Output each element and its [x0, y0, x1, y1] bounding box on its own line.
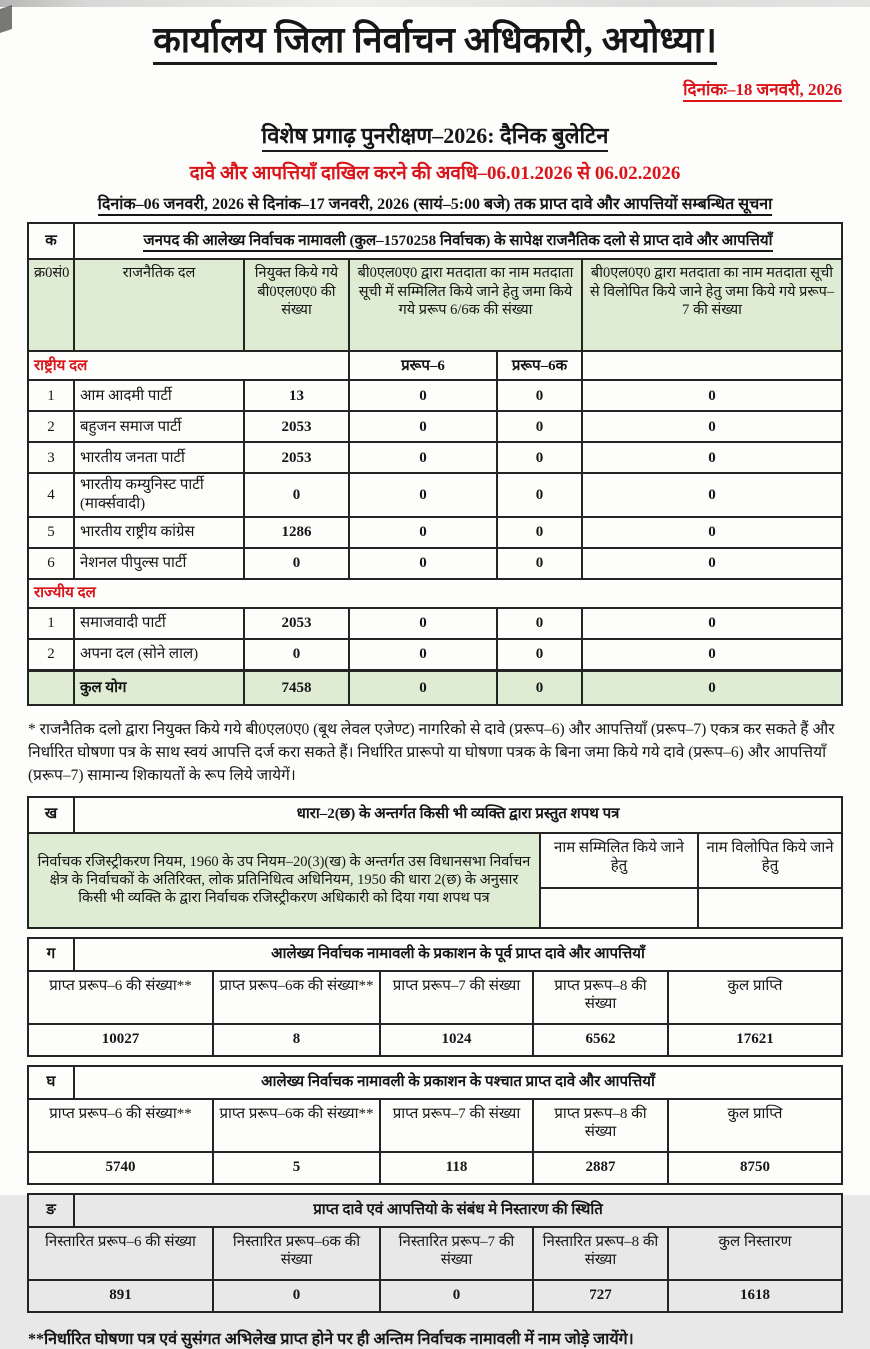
section-e-letter: ङ	[28, 1194, 74, 1227]
col-header-bla: नियुक्त किये गये बी0एल0ए0 की संख्या	[244, 259, 349, 351]
total-received-value: 17621	[668, 1024, 842, 1056]
scan-artifact-corner-mark	[0, 5, 12, 33]
bla-count-cell: 2053	[244, 442, 349, 473]
party-name-cell: समाजवादी पार्टी	[74, 608, 244, 639]
state-parties-label: राज्यीय दल	[28, 579, 842, 608]
serial-cell: 1	[28, 608, 74, 639]
table-row	[28, 380, 842, 411]
form6-cell: 0	[349, 411, 497, 442]
form7-disposed-value: 0	[380, 1280, 533, 1312]
total-bla-cell: 7458	[244, 670, 349, 705]
table-row	[28, 411, 842, 442]
total-row	[28, 670, 842, 705]
section-a-column-headers	[28, 259, 842, 351]
section-e-column-headers	[28, 1227, 842, 1280]
col-header-name-include: नाम सम्मिलित किये जाने हेतु	[540, 833, 698, 888]
serial-cell: 2	[28, 639, 74, 671]
party-name-cell: नेशनल पीपुल्स पार्टी	[74, 548, 244, 579]
name-include-value-cell	[540, 888, 698, 928]
form6-cell: 0	[349, 639, 497, 671]
form7-cell: 0	[582, 473, 842, 517]
date-line-text: दिनांकः–18 जनवरी, 2026	[683, 80, 842, 102]
form7-cell: 0	[582, 442, 842, 473]
form6-sublabel: प्ररूप–6	[349, 351, 497, 380]
section-a-title: जनपद की आलेख्य निर्वाचक नामावली (कुल–1570258 निर्वाचक) के सापेक्ष राजनैतिक दलो से प्राप्त दावे और आपत्तियाँ	[74, 223, 842, 259]
info-line-text: दिनांक–06 जनवरी, 2026 से दिनांक–17 जनवरी, 2026 (सायं–5:00 बजे) तक प्राप्त दावे और आपत्तियों सम्बन्धित सूचना	[98, 196, 773, 216]
col-header-form6-received: प्राप्त प्ररूप–6 की संख्या**	[28, 971, 213, 1024]
table-row	[28, 473, 842, 517]
col-header-form6-received: प्राप्त प्ररूप–6 की संख्या**	[28, 1099, 213, 1152]
total-received-value: 8750	[668, 1152, 842, 1184]
section-c-header-row	[28, 938, 842, 971]
col-header-total-received: कुल प्राप्ति	[668, 1099, 842, 1152]
col-header-form6-group: बी0एल0ए0 द्वारा मतदाता का नाम मतदाता सूची में सम्मिलित किये जाने हेतु जमा किये गये प्ररूप 6/6क की संख्या	[349, 259, 582, 351]
bla-count-cell: 0	[244, 639, 349, 671]
name-delete-value-cell	[698, 888, 842, 928]
form7-received-value: 1024	[380, 1024, 533, 1056]
section-d-header-row	[28, 1066, 842, 1099]
form6k-cell: 0	[497, 548, 582, 579]
section-d-title: आलेख्य निर्वाचक नामावली के प्रकाशन के पश्चात प्राप्त दावे और आपत्तियाँ	[74, 1066, 842, 1099]
document-title-text: कार्यालय जिला निर्वाचन अधिकारी, अयोध्या।	[153, 20, 717, 65]
form6-cell: 0	[349, 517, 497, 548]
col-header-party: राजनैतिक दल	[74, 259, 244, 351]
section-c-letter: ग	[28, 938, 74, 971]
total-label: कुल योग	[74, 670, 244, 705]
form7-cell: 0	[582, 548, 842, 579]
table-row	[28, 442, 842, 473]
form6-disposed-value: 891	[28, 1280, 213, 1312]
bla-count-cell: 2053	[244, 411, 349, 442]
form6k-cell: 0	[497, 411, 582, 442]
section-e-title: प्राप्त दावे एवं आपत्तियो के संबंध मे निस्तारण की स्थिति	[74, 1194, 842, 1227]
section-e-header-row	[28, 1194, 842, 1227]
form7-cell: 0	[582, 411, 842, 442]
form6-cell: 0	[349, 473, 497, 517]
section-d-letter: घ	[28, 1066, 74, 1099]
col-header-form6-disposed: निस्तारित प्ररूप–6 की संख्या	[28, 1227, 213, 1280]
form7-cell: 0	[582, 639, 842, 671]
form6-received-value: 10027	[28, 1024, 213, 1056]
form6-cell: 0	[349, 548, 497, 579]
col-header-total-received: कुल प्राप्ति	[668, 971, 842, 1024]
section-e-table	[27, 1193, 843, 1313]
footnote-double-star: **निर्धारित घोषणा पत्र एवं सुसंगत अभिलेख प्राप्त होने पर ही अन्तिम निर्वाचक नामावली में नाम जोड़े जायेंगे।	[28, 1330, 634, 1348]
table-row	[28, 517, 842, 548]
total-disposed-value: 1618	[668, 1280, 842, 1312]
section-d-column-headers	[28, 1099, 842, 1152]
section-b-table	[27, 796, 843, 929]
col-header-form8-disposed: निस्तारित प्ररूप–8 की संख्या	[533, 1227, 668, 1280]
form7-cell: 0	[582, 517, 842, 548]
document-title	[0, 0, 870, 61]
form8-disposed-value: 727	[533, 1280, 668, 1312]
serial-cell: 3	[28, 442, 74, 473]
section-b-body-text: निर्वाचक रजिस्ट्रीकरण नियम, 1960 के उप नियम–20(3)(ख) के अन्तर्गत उस विधानसभा निर्वाचन क्षेत्र के निर्वाचकों के अतिरिक्त, लोक प्रतिनिधित्व अधिनियम, 1950 की धारा 2(छ) के अनुसार किसी भी व्यक्ति के द्वारा निर्वाचक रजिस्ट्रीकरण अधिकारी को दिया गया शपथ पत्र	[28, 833, 540, 928]
form6-cell: 0	[349, 380, 497, 411]
form6k-sublabel: प्ररूप–6क	[497, 351, 582, 380]
form6k-cell: 0	[497, 639, 582, 671]
form6-cell: 0	[349, 608, 497, 639]
form7-cell: 0	[582, 380, 842, 411]
col-header-form6k-received: प्राप्त प्ररूप–6क की संख्या**	[213, 971, 380, 1024]
col-header-form7-received: प्राप्त प्ररूप–7 की संख्या	[380, 971, 533, 1024]
party-name-cell: भारतीय कम्युनिस्ट पार्टी (मार्क्सवादी)	[74, 473, 244, 517]
party-name-cell: अपना दल (सोने लाल)	[74, 639, 244, 671]
bla-count-cell: 0	[244, 473, 349, 517]
party-name-cell: बहुजन समाज पार्टी	[74, 411, 244, 442]
form6-cell: 0	[349, 442, 497, 473]
table-row	[28, 639, 842, 671]
form6k-cell: 0	[497, 608, 582, 639]
section-a-table	[27, 222, 843, 706]
section-c-value-row	[28, 1024, 842, 1056]
bla-count-cell: 13	[244, 380, 349, 411]
bulletin-subtitle-text: विशेष प्रगाढ़ पुनरीक्षण–2026: दैनिक बुलेटिन	[262, 123, 609, 152]
section-d-value-row	[28, 1152, 842, 1184]
col-header-total-disposed: कुल निस्तारण	[668, 1227, 842, 1280]
table-row	[28, 608, 842, 639]
national-parties-label: राष्ट्रीय दल	[28, 351, 349, 380]
col-header-form6k-received: प्राप्त प्ररूप–6क की संख्या**	[213, 1099, 380, 1152]
form8-received-value: 2887	[533, 1152, 668, 1184]
form6k-cell: 0	[497, 517, 582, 548]
party-name-cell: भारतीय राष्ट्रीय कांग्रेस	[74, 517, 244, 548]
col-header-form7-received: प्राप्त प्ररूप–7 की संख्या	[380, 1099, 533, 1152]
serial-cell: 2	[28, 411, 74, 442]
party-name-cell: आम आदमी पार्टी	[74, 380, 244, 411]
form7-received-value: 118	[380, 1152, 533, 1184]
col-header-form7-disposed: निस्तारित प्ररूप–7 की संख्या	[380, 1227, 533, 1280]
col-header-name-delete: नाम विलोपित किये जाने हेतु	[698, 833, 842, 888]
col-header-form7: बी0एल0ए0 द्वारा मतदाता का नाम मतदाता सूची से विलोपित किये जाने हेतु जमा किये गये प्ररूप–7 की संख्या	[582, 259, 842, 351]
total-form7-cell: 0	[582, 670, 842, 705]
footnote-star: * राजनैतिक दलो द्वारा नियुक्त किये गये बी0एल0ए0 (बूथ लेवल एजेण्ट) नागरिको से दावे (प्ररूप–6) और आपत्तियाँ (प्ररूप–7) एकत्र कर सकते हैं और निर्धारित घोषणा पत्र के साथ स्वयं आपत्ति दर्ज करा सकते हैं। निर्धारित प्रारूपो या घोषणा पत्रक के बिना जमा किये गये दावे (प्ररूप–6) और आपत्तियाँ (प्ररूप–7) सामान्य शिकायतों के रूप लिये जायेगें।	[28, 720, 835, 785]
section-b-title: धारा–2(छ) के अन्तर्गत किसी भी व्यक्ति द्वारा प्रस्तुत शपथ पत्र	[74, 797, 842, 833]
form6k-disposed-value: 0	[213, 1280, 380, 1312]
empty-cell	[28, 670, 74, 705]
form6k-cell: 0	[497, 442, 582, 473]
section-a-letter: क	[28, 223, 74, 259]
section-e-value-row	[28, 1280, 842, 1312]
form6k-received-value: 8	[213, 1024, 380, 1056]
claims-period-line	[0, 159, 870, 185]
total-form6k-cell: 0	[497, 670, 582, 705]
serial-cell: 6	[28, 548, 74, 579]
form7-cell: 0	[582, 608, 842, 639]
empty-cell	[582, 351, 842, 380]
bla-count-cell: 2053	[244, 608, 349, 639]
serial-cell: 1	[28, 380, 74, 411]
bulletin-subtitle	[0, 120, 870, 150]
bla-count-cell: 0	[244, 548, 349, 579]
section-c-column-headers	[28, 971, 842, 1024]
state-parties-subheader	[28, 579, 842, 608]
col-header-serial: क्र0सं0	[28, 259, 74, 351]
national-parties-subheader	[28, 351, 842, 380]
section-c-table	[27, 937, 843, 1057]
section-b-letter: ख	[28, 797, 74, 833]
section-b-header-row	[28, 797, 842, 833]
scan-artifact-top-strip	[0, 0, 870, 7]
section-b-body-row	[28, 833, 842, 888]
col-header-form8-received: प्राप्त प्ररूप–8 की संख्या	[533, 971, 668, 1024]
serial-cell: 4	[28, 473, 74, 517]
section-c-title: आलेख्य निर्वाचक नामावली के प्रकाशन के पूर्व प्राप्त दावे और आपत्तियाँ	[74, 938, 842, 971]
claims-period-text: दावे और आपत्तियाँ दाखिल करने की अवधि–06.01.2026 से 06.02.2026	[189, 163, 681, 185]
date-line	[0, 77, 870, 100]
col-header-form6k-disposed: निस्तारित प्ररूप–6क की संख्या	[213, 1227, 380, 1280]
section-d-table	[27, 1065, 843, 1185]
total-form6-cell: 0	[349, 670, 497, 705]
form6-received-value: 5740	[28, 1152, 213, 1184]
form6k-cell: 0	[497, 380, 582, 411]
form6k-received-value: 5	[213, 1152, 380, 1184]
info-line	[0, 192, 870, 214]
bla-count-cell: 1286	[244, 517, 349, 548]
party-name-cell: भारतीय जनता पार्टी	[74, 442, 244, 473]
table-row	[28, 548, 842, 579]
form8-received-value: 6562	[533, 1024, 668, 1056]
serial-cell: 5	[28, 517, 74, 548]
section-a-header-row	[28, 223, 842, 259]
col-header-form8-received: प्राप्त प्ररूप–8 की संख्या	[533, 1099, 668, 1152]
form6k-cell: 0	[497, 473, 582, 517]
